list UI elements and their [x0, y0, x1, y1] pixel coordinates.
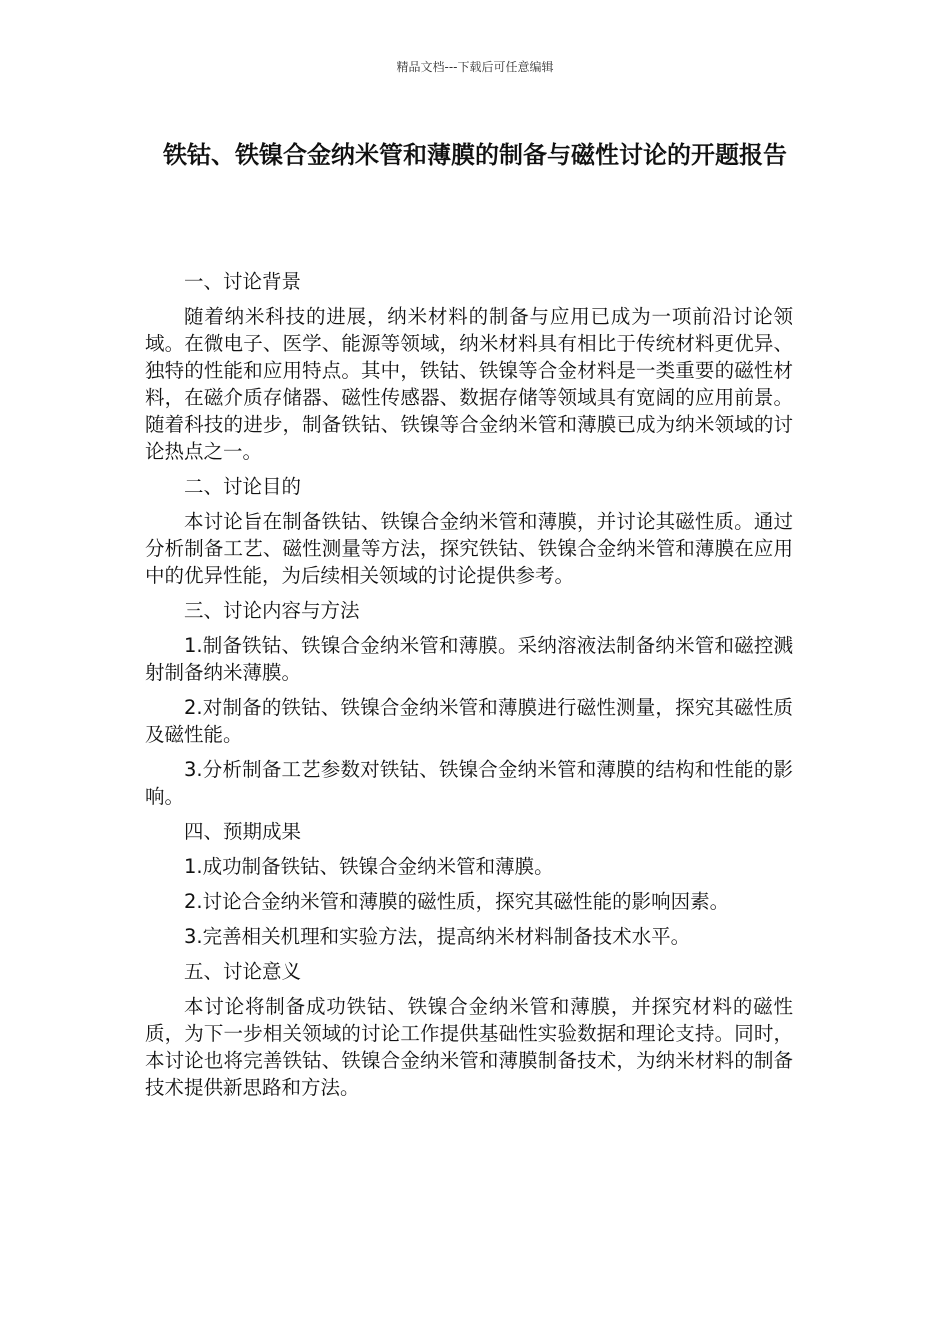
section-heading-purpose: 二、讨论目的: [184, 475, 302, 498]
list-item-method-3: 3.分析制备工艺参数对铁钴、铁镍合金纳米管和薄膜的结构和性能的影响。: [145, 758, 793, 808]
list-item-result-1: 1.成功制备铁钴、铁镍合金纳米管和薄膜。: [184, 855, 554, 878]
paragraph-purpose: 本讨论旨在制备铁钴、铁镍合金纳米管和薄膜，并讨论其磁性质。通过分析制备工艺、磁性测量等方法，探究铁钴、铁镍合金纳米管和薄膜在应用中的优异性能，为后续相关领域的讨论提供参考。: [145, 510, 793, 587]
document-title: 铁钴、铁镍合金纳米管和薄膜的制备与磁性讨论的开题报告: [163, 141, 787, 169]
list-item-result-2: 2.讨论合金纳米管和薄膜的磁性质，探究其磁性能的影响因素。: [184, 890, 730, 913]
list-item-method-2: 2.对制备的铁钴、铁镍合金纳米管和薄膜进行磁性测量，探究其磁性质及磁性能。: [145, 696, 793, 746]
paragraph-background: 随着纳米科技的进展，纳米材料的制备与应用已成为一项前沿讨论领域。在微电子、医学、能源等领域，纳米材料具有相比于传统材料更优异、独特的性能和应用特点。其中，铁钴、铁镍等合金材料是一类重要的磁性材料，在磁介质存储器、磁性传感器、数据存储等领域具有宽阔的应用前景。随着科技的进步，制备铁钴、铁镍等合金纳米管和薄膜已成为纳米领域的讨论热点之一。: [145, 305, 793, 463]
document-body: [145, 268, 793, 1109]
section-heading-results: 四、预期成果: [184, 820, 302, 843]
list-item-method-1: 1.制备铁钴、铁镍合金纳米管和薄膜。采纳溶液法制备纳米管和磁控溅射制备纳米薄膜。: [145, 634, 793, 684]
section-heading-methods: 三、讨论内容与方法: [184, 599, 360, 622]
paragraph-significance: 本讨论将制备成功铁钴、铁镍合金纳米管和薄膜，并探究材料的磁性质，为下一步相关领域的讨论工作提供基础性实验数据和理论支持。同时，本讨论也将完善铁钴、铁镍合金纳米管和薄膜制备技术，为纳米材料的制备技术提供新思路和方法。: [145, 995, 793, 1099]
section-heading-significance: 五、讨论意义: [184, 960, 302, 983]
section-heading-background: 一、讨论背景: [184, 270, 302, 293]
list-item-result-3: 3.完善相关机理和实验方法，提高纳米材料制备技术水平。: [184, 925, 691, 948]
header-note: 精品文档---下载后可任意编辑: [396, 60, 554, 74]
